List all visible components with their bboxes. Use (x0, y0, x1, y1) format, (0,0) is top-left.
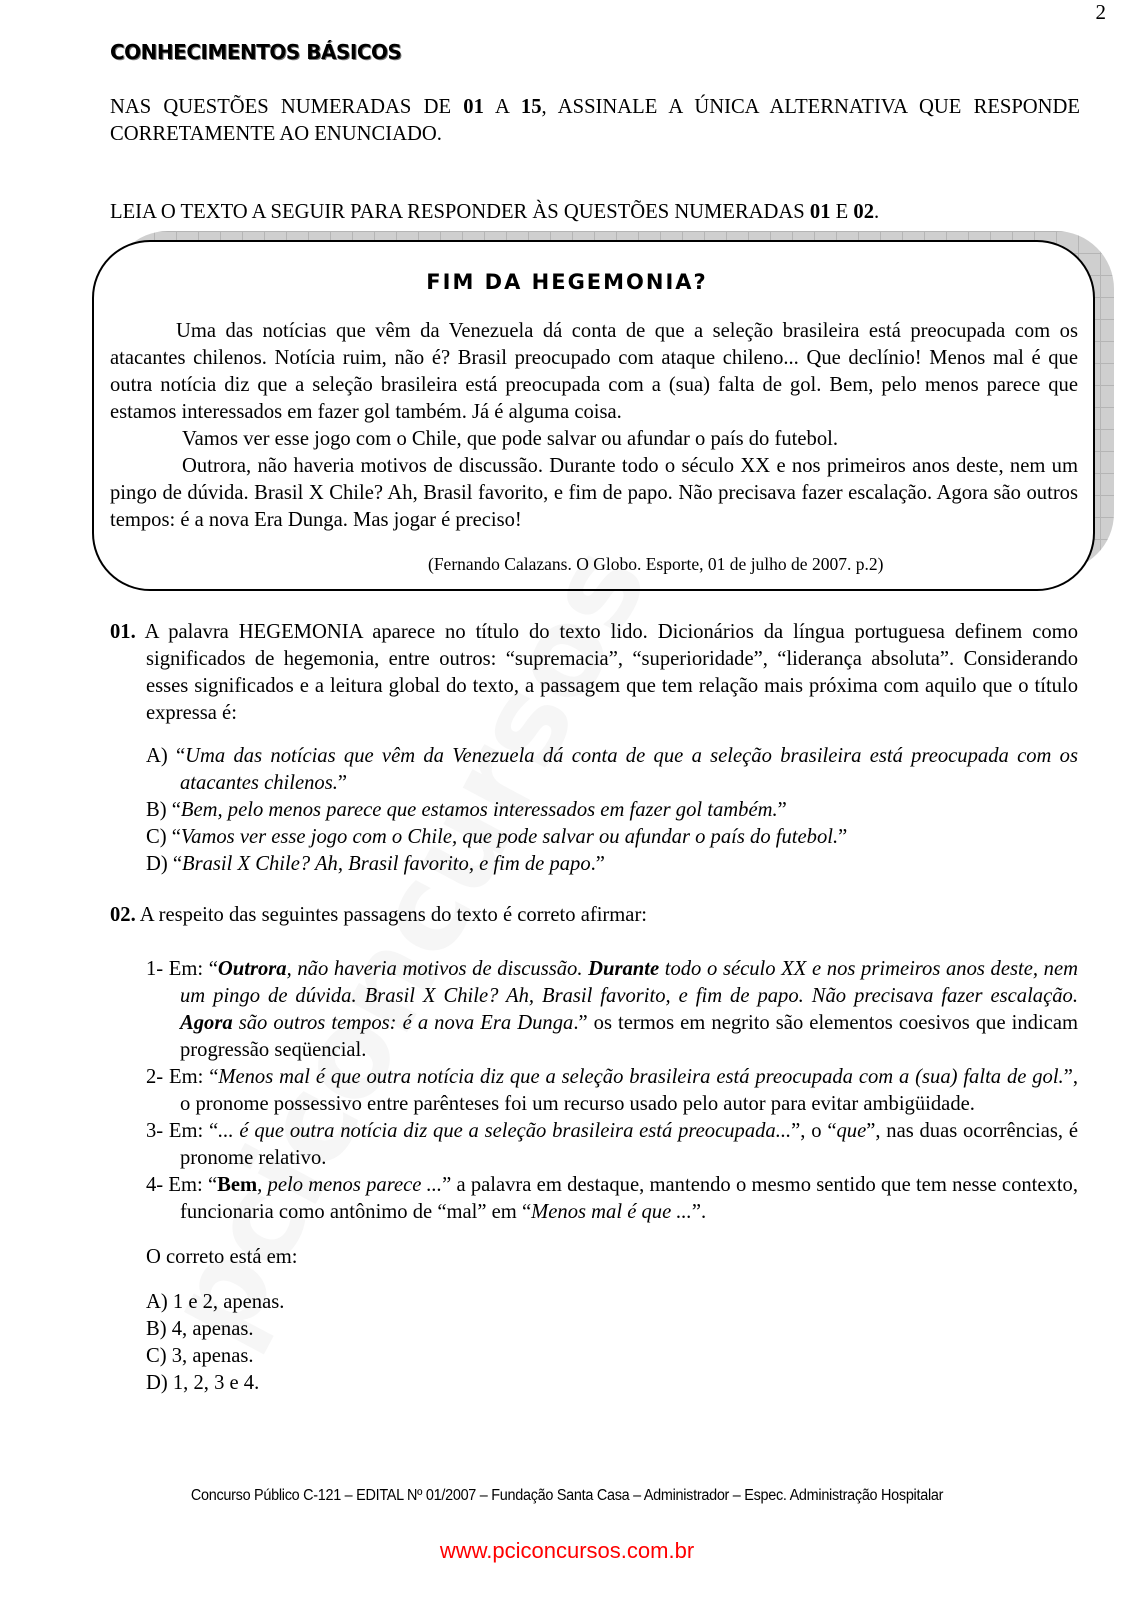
option-letter: D) (146, 853, 168, 875)
option-text: 3, apenas. (166, 1345, 254, 1367)
option-d[interactable] (146, 851, 1078, 878)
footer: Concurso Público C-121 – EDITAL Nº 01/2007 – Fundação Santa Casa – Administrador – Espec. Administração Hospitalar (190, 1487, 944, 1504)
question-number: 02. (110, 904, 136, 926)
statement-4 (146, 1172, 1078, 1226)
option-text: 1, 2, 3 e 4. (167, 1372, 260, 1394)
option-d[interactable] (146, 1370, 1078, 1397)
passage-source: (Fernando Calazans. O Globo. Esporte, 01 de julho de 2007. p.2) (428, 554, 884, 574)
bold-term: Outrora (217, 958, 287, 980)
option-letter: C) (146, 1345, 167, 1367)
option-letter: B) (146, 799, 167, 821)
passage-text (110, 318, 1078, 534)
option-letter: B) (146, 1318, 167, 1340)
instr-num: 02 (853, 201, 874, 223)
option-a[interactable] (146, 1289, 1078, 1316)
quote: “ (166, 799, 181, 821)
quote: “ (167, 853, 183, 875)
statement-label: 2- Em: “ (146, 1066, 219, 1088)
website-link[interactable]: www.pciconcursos.com.br (439, 1538, 695, 1563)
instr-text: E (830, 201, 854, 223)
option-letter: D) (146, 1372, 168, 1394)
question-number: 01. (110, 621, 136, 643)
passage-paragraph: Uma das notícias que vêm da Venezuela dá conta de que a seleção brasileira está preocupada com os atacantes chilenos. Notícia ruim, não é? Brasil preocupado com ataque chileno... Que declínio! Menos mal é que outra notícia diz que a seleção brasileira está preocupada com a (sua) falta de gol. Bem, pelo menos parece que estamos interessados em fazer gol também. Já é alguma coisa. (110, 320, 1078, 423)
instr-text: LEIA O TEXTO A SEGUIR PARA RESPONDER ÀS QUESTÕES NUMERADAS (110, 201, 810, 223)
instr-text: NAS QUESTÕES NUMERADAS DE (110, 96, 464, 118)
statement-label: 3- Em: “ (146, 1120, 219, 1142)
statement-text: ”. (691, 1201, 707, 1223)
instructions-answer (110, 94, 1080, 148)
statement-3 (146, 1118, 1078, 1172)
italic-text: Menos mal é que ... (531, 1201, 692, 1223)
option-text: 4, apenas. (166, 1318, 254, 1340)
instr-text: . (873, 201, 880, 223)
option-text: Brasil X Chile? Ah, Brasil favorito, e fim de papo (182, 853, 591, 875)
question-text: A palavra HEGEMONIA aparece no título do texto lido. Dicionários da língua portuguesa definem como significados de hegemonia, entre outros: “supremacia”, “superioridade”, “liderança absoluta”. Considerando esses significados e a leitura global do texto, a passagem que tem relação mais próxima com aquilo que o título expressa é: (144, 621, 1078, 724)
statement-1 (146, 956, 1078, 1064)
instr-num: 01 (809, 201, 831, 223)
option-c[interactable] (146, 824, 1078, 851)
statement-label: 4- Em: “ (146, 1174, 218, 1196)
option-a[interactable] (146, 743, 1078, 797)
option-text: Bem, pelo menos parece que estamos interessados em fazer gol também. (180, 799, 778, 821)
question-01 (110, 619, 1078, 878)
question-stem (110, 902, 1078, 929)
passage-paragraph: Outrora, não haveria motivos de discussão. Durante todo o século XX e nos primeiros anos deste, nem um pingo de dúvida. Brasil X Chile? Ah, Brasil favorito, e fim de papo. Não precisava fazer escalação. Agora são outros tempos: é a nova Era Dunga. Mas jogar é preciso! (110, 455, 1078, 531)
italic-text: são outros tempos: é a nova Era Dunga (232, 1012, 574, 1034)
statement-text: ”, nas duas ocorrências, é pronome relativo. (180, 1120, 1078, 1169)
page-number: 2 (1095, 0, 1106, 24)
statements-list (110, 956, 1078, 1226)
quote: “ (166, 826, 181, 848)
italic-text: Menos mal é que outra notícia diz que a seleção brasileira está preocupada com a (sua) falta de gol. (218, 1066, 1064, 1088)
option-letter: A) (146, 1291, 168, 1313)
options-list (110, 1289, 1078, 1397)
quote: ” (777, 799, 787, 821)
instructions-read (110, 199, 1080, 226)
options-list (110, 743, 1078, 878)
passage-title: FIM DA HEGEMONIA? (426, 270, 708, 294)
option-b[interactable] (146, 797, 1078, 824)
section-title: CONHECIMENTOS BÁSICOS (110, 40, 402, 64)
passage-paragraph: Vamos ver esse jogo com o Chile, que pode salvar ou afundar o país do futebol. (182, 428, 838, 450)
answer-prompt: O correto está em: (146, 1246, 298, 1268)
italic-text: que (836, 1120, 867, 1142)
instr-num: 15 (520, 96, 542, 118)
option-b[interactable] (146, 1316, 1078, 1343)
quote: .” (590, 853, 605, 875)
option-letter: C) (146, 826, 167, 848)
statement-text: ” a palavra em destaque, mantendo o mesmo sentido que tem nesse contexto, funcionaria como antônimo de “mal” em “ (180, 1174, 1078, 1223)
question-stem (110, 619, 1078, 727)
statement-text: ”, o pronome possessivo entre parênteses foi um recurso usado pelo autor para evitar ambigüidade. (180, 1066, 1078, 1115)
italic-text: ... é que outra notícia diz que a seleção brasileira está preocupada... (218, 1120, 792, 1142)
statement-2 (146, 1064, 1078, 1118)
italic-text: todo o século XX e nos primeiros anos deste, nem um pingo de dúvida. Brasil X Chile? Ah, Brasil favorito, e fim de papo. Não precisava fazer escalação. (180, 958, 1078, 1007)
quote: ” (838, 826, 848, 848)
italic-text: , pelo menos parece ... (257, 1174, 443, 1196)
question-text: A respeito das seguintes passagens do texto é correto afirmar: (139, 904, 648, 926)
question-02 (110, 902, 1078, 1397)
option-text: 1 e 2, apenas. (167, 1291, 285, 1313)
italic-text: , não haveria motivos de discussão. (286, 958, 589, 980)
option-letter: A) (146, 745, 168, 767)
instr-text: , ASSINALE A ÚNICA ALTERNATIVA QUE RESPONDE CORRETAMENTE AO ENUNCIADO. (110, 96, 1081, 145)
bold-term: Agora (180, 1012, 233, 1034)
option-c[interactable] (146, 1343, 1078, 1370)
option-text: Uma das notícias que vêm da Venezuela dá conta de que a seleção brasileira está preocupada com os atacantes chilenos. (180, 745, 1078, 794)
statement-label: 1- Em: “ (146, 958, 218, 980)
instr-num: 01 (463, 96, 484, 118)
instr-text: A (483, 96, 521, 118)
bold-term: Bem (217, 1174, 258, 1196)
bold-term: Durante (588, 958, 660, 980)
quote: “ (167, 745, 186, 767)
statement-text: .” os termos em negrito são elementos coesivos que indicam progressão seqüencial. (180, 1012, 1078, 1061)
option-text: Vamos ver esse jogo com o Chile, que pode salvar ou afundar o país do futebol. (180, 826, 839, 848)
quote: ” (337, 772, 347, 794)
statement-text: ”, o “ (791, 1120, 837, 1142)
